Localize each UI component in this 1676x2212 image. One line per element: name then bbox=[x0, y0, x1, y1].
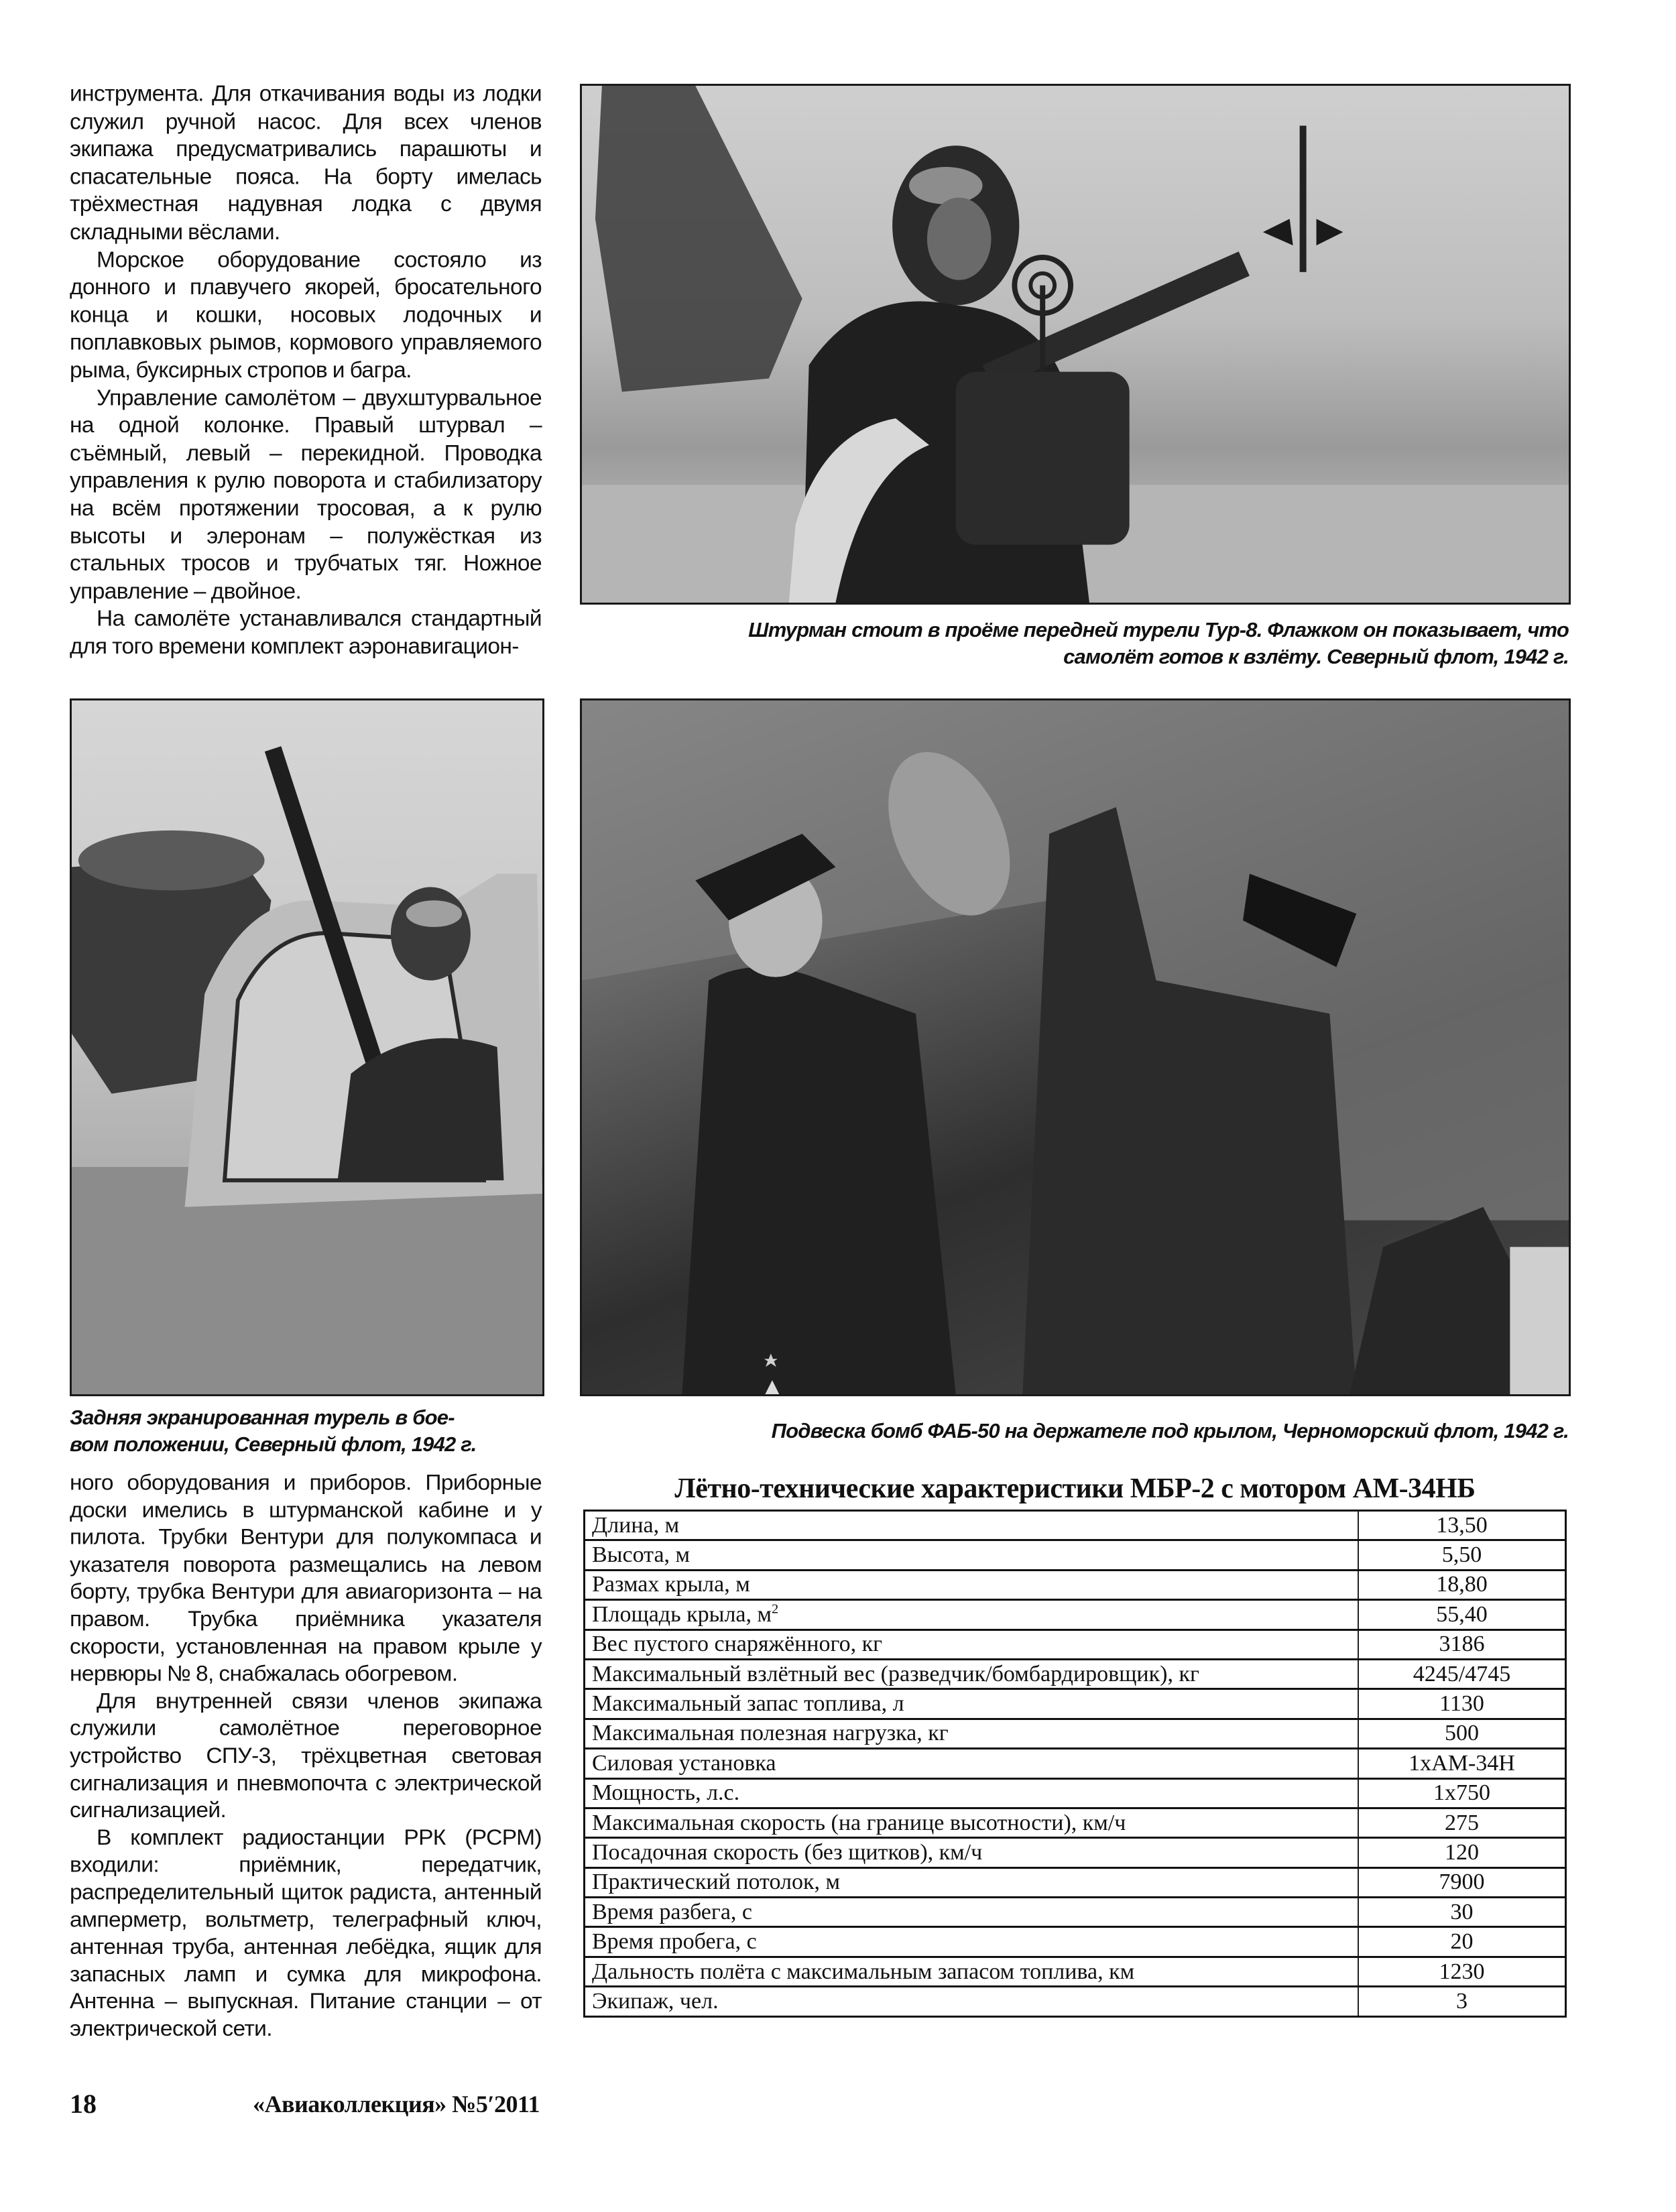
spec-value: 275 bbox=[1358, 1808, 1566, 1837]
paragraph: В комплект радиостанции РРК (РСРМ) входили: приёмник, передатчик, распределительный щиток радиста, антенный амперметр, вольтметр, телеграфный ключ, антенная труба, антенная лебёдка, ящик для запасных ламп и сумка для микрофона. Антенна – выпускная. Питание станции – от электрической сети. bbox=[70, 1825, 542, 2041]
table-row bbox=[585, 1749, 1566, 1778]
spec-label-text: Дальность полёта с максимальным запасом топлива, км bbox=[592, 1959, 1135, 1984]
spec-label bbox=[585, 1659, 1359, 1688]
paragraph: ного оборудования и приборов. Приборные доски имелись в штурманской кабине и у пилота. Трубки Вентури для полукомпаса и указателя поворота размещались на левом борту, трубка Вентури для авиагоризонта – на правом. Трубка приёмника указателя скорости, установленная на правом крыле у нервюры № 8, снабжалась обогревом. bbox=[70, 1470, 542, 1686]
spec-value: 18,80 bbox=[1358, 1570, 1566, 1599]
spec-label-text: Высота, м bbox=[592, 1542, 691, 1568]
article-text-top bbox=[70, 80, 542, 660]
spec-value: 3 bbox=[1358, 1987, 1566, 2016]
spec-label bbox=[585, 1630, 1359, 1659]
spec-label bbox=[585, 1838, 1359, 1867]
spec-label-text: Время пробега, с bbox=[592, 1929, 757, 1955]
caption-line: самолёт готов к взлёту. Северный флот, 1942 г. bbox=[1063, 645, 1569, 668]
spec-label-text: Силовая установка bbox=[592, 1750, 776, 1776]
spec-value: 20 bbox=[1358, 1927, 1566, 1957]
table-row bbox=[585, 1689, 1566, 1719]
spec-label-text: Максимальный запас топлива, л bbox=[592, 1691, 904, 1717]
paragraph: Морское оборудование состояло из донного и плавучего якорей, бросательного конца и кошки, носовых лодочных и поплавковых рымов, кормового управляемого рыма, буксирных стропов и багра. bbox=[70, 247, 542, 383]
spec-label-text: Площадь крыла, м bbox=[592, 1601, 772, 1627]
spec-table-title: Лётно-технические характеристики МБР-2 с мотором АМ-34НБ bbox=[674, 1473, 1476, 1504]
table-row bbox=[585, 1630, 1566, 1659]
spec-label-text: Мощность, л.с. bbox=[592, 1780, 740, 1806]
spec-label bbox=[585, 1749, 1359, 1778]
article-text-bottom bbox=[70, 1469, 542, 2042]
photo-rear-turret bbox=[70, 698, 544, 1396]
spec-value: 1130 bbox=[1358, 1689, 1566, 1719]
photo-bomb-loading bbox=[580, 698, 1571, 1396]
spec-label-text: Длина, м bbox=[592, 1512, 680, 1538]
paragraph: инструмента. Для откачивания воды из лодки служил ручной насос. Для всех членов экипажа предусматривались парашюты и спасательные пояса. На борту имелась трёхместная надувная лодка с двумя складными вёслами. bbox=[70, 81, 542, 245]
spec-label-text: Практический потолок, м bbox=[592, 1869, 841, 1895]
spec-label bbox=[585, 1927, 1359, 1957]
spec-value: 55,40 bbox=[1358, 1600, 1566, 1630]
table-row bbox=[585, 1511, 1566, 1540]
photo-image bbox=[72, 700, 542, 1394]
spec-value: 1х750 bbox=[1358, 1778, 1566, 1808]
spec-label-text: Размах крыла, м bbox=[592, 1572, 750, 1597]
photo-navigator-turret bbox=[580, 84, 1571, 605]
table-row bbox=[585, 1987, 1566, 2016]
spec-label-text: Максимальная скорость (на границе высотности), км/ч bbox=[592, 1810, 1126, 1835]
photo-caption-left bbox=[70, 1404, 546, 1458]
table-row bbox=[585, 1927, 1566, 1957]
magazine-issue: «Авиаколлекция» №5′2011 bbox=[253, 2091, 540, 2117]
spec-label bbox=[585, 1778, 1359, 1808]
spec-label bbox=[585, 1511, 1359, 1540]
spec-label-text: Максимальная полезная нагрузка, кг bbox=[592, 1721, 949, 1746]
spec-value: 1230 bbox=[1358, 1957, 1566, 1986]
spec-label bbox=[585, 1689, 1359, 1719]
spec-label-text: Экипаж, чел. bbox=[592, 1988, 719, 2014]
spec-label bbox=[585, 1540, 1359, 1570]
spec-value: 1хАМ-34Н bbox=[1358, 1749, 1566, 1778]
caption-line: Задняя экранированная турель в бое- bbox=[70, 1406, 455, 1429]
spec-label bbox=[585, 1987, 1359, 2016]
spec-value: 120 bbox=[1358, 1838, 1566, 1867]
spec-label bbox=[585, 1957, 1359, 1986]
paragraph: Для внутренней связи членов экипажа служили самолётное переговорное устройство СПУ-3, трёхцветная световая сигнализация и пневмопочта с электрической сигнализацией. bbox=[70, 1688, 542, 1823]
table-row bbox=[585, 1808, 1566, 1837]
table-row bbox=[585, 1898, 1566, 1927]
spec-label bbox=[585, 1898, 1359, 1927]
table-row bbox=[585, 1600, 1566, 1630]
spec-table bbox=[583, 1510, 1567, 2018]
caption-line: Штурман стоит в проёме передней турели Тур-8. Флажком он показывает, что bbox=[748, 618, 1569, 641]
caption-line: вом положении, Северный флот, 1942 г. bbox=[70, 1432, 477, 1456]
spec-value: 30 bbox=[1358, 1898, 1566, 1927]
table-row bbox=[585, 1540, 1566, 1570]
photo-caption-top bbox=[583, 617, 1569, 670]
spec-label bbox=[585, 1867, 1359, 1897]
table-row bbox=[585, 1867, 1566, 1897]
spec-label-text: Посадочная скорость (без щитков), км/ч bbox=[592, 1839, 983, 1865]
spec-value: 5,50 bbox=[1358, 1540, 1566, 1570]
table-row bbox=[585, 1957, 1566, 1986]
spec-label bbox=[585, 1600, 1359, 1630]
spec-label bbox=[585, 1570, 1359, 1599]
photo-image bbox=[582, 86, 1569, 603]
spec-label-text: Максимальный взлётный вес (разведчик/бомбардировщик), кг bbox=[592, 1661, 1199, 1686]
photo-caption-right: Подвеска бомб ФАБ-50 на держателе под крылом, Черноморский флот, 1942 г. bbox=[771, 1419, 1569, 1442]
table-row bbox=[585, 1778, 1566, 1808]
paragraph: Управление самолётом – двухштурвальное на одной колонке. Правый штурвал – съёмный, левый – перекидной. Проводка управления к рулю поворота и стабилизатору на всём протяжении тросовая, а к рулю высоты и элеронам – полужёсткая из стальных тросов и трубчатых тяг. Ножное управление – двойное. bbox=[70, 385, 542, 604]
table-row bbox=[585, 1719, 1566, 1748]
spec-value: 3186 bbox=[1358, 1630, 1566, 1659]
paragraph: На самолёте устанавливался стандартный для того времени комплект аэронавигацион- bbox=[70, 607, 542, 659]
table-row bbox=[585, 1570, 1566, 1599]
spec-value: 13,50 bbox=[1358, 1511, 1566, 1540]
table-row bbox=[585, 1838, 1566, 1867]
spec-label-text: Вес пустого снаряжённого, кг bbox=[592, 1632, 883, 1657]
spec-label bbox=[585, 1808, 1359, 1837]
photo-image bbox=[582, 700, 1569, 1394]
superscript: 2 bbox=[772, 1601, 779, 1617]
page-number: 18 bbox=[70, 2089, 97, 2119]
spec-value: 500 bbox=[1358, 1719, 1566, 1748]
table-row bbox=[585, 1659, 1566, 1688]
spec-label-text: Время разбега, с bbox=[592, 1899, 753, 1924]
spec-value: 4245/4745 bbox=[1358, 1659, 1566, 1688]
spec-label bbox=[585, 1719, 1359, 1748]
spec-value: 7900 bbox=[1358, 1867, 1566, 1897]
